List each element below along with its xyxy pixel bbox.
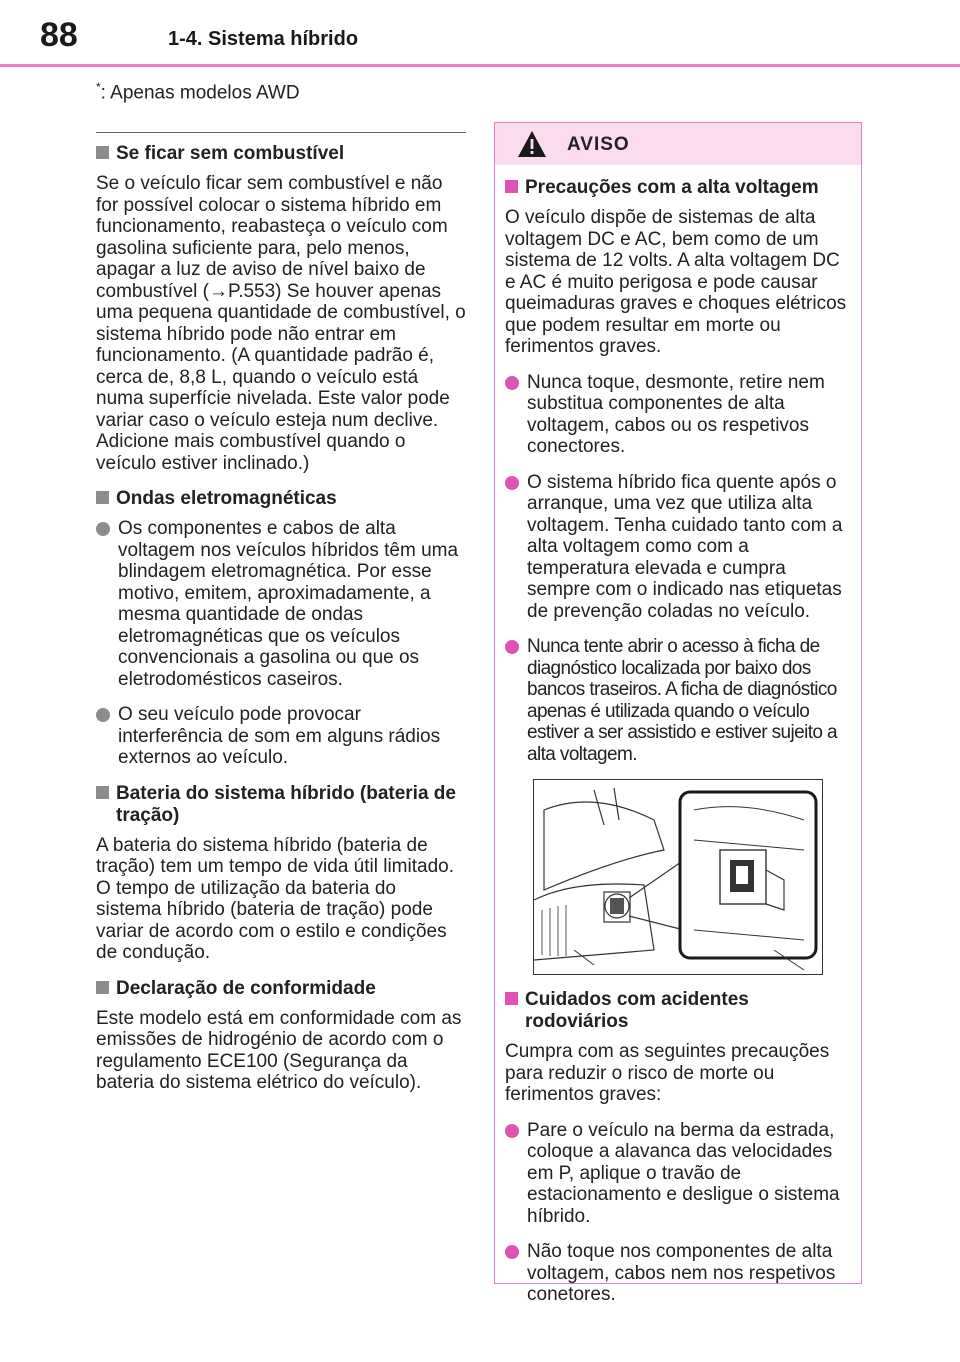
header-rule (0, 64, 960, 67)
round-bullet-icon (505, 376, 519, 390)
aviso-box (494, 122, 862, 1305)
warning-triangle-icon (517, 130, 547, 158)
aviso-label: AVISO (567, 134, 630, 155)
heading-waves-text: Ondas eletromagnéticas (116, 488, 337, 509)
square-bullet-icon (505, 992, 518, 1005)
accidents-paragraph: Cumpra com as seguintes precauções para reduzir o risco de morte ou ferimentos graves: (505, 1041, 830, 1105)
round-bullet-icon (505, 1124, 519, 1138)
list-item (505, 1241, 849, 1306)
figure-illustration (534, 780, 822, 974)
page-header (0, 0, 960, 66)
square-bullet-icon (96, 981, 109, 994)
heading-battery-text: Bateria do sistema híbrido (bateria de tração) (116, 782, 456, 826)
heading-waves (96, 488, 466, 510)
list-item-text: Não toque nos componentes de alta voltagem, cabos nem nos respetivos conetores. (527, 1241, 836, 1305)
round-bullet-icon (505, 1245, 519, 1259)
list-item (505, 372, 849, 458)
footnote (96, 80, 300, 104)
section-title: 1-4. Sistema híbrido (168, 28, 359, 50)
square-bullet-icon (96, 491, 109, 504)
list-item-text: O seu veículo pode provocar interferência de som em alguns rádios externos ao veículo. (118, 704, 441, 768)
round-bullet-icon (96, 522, 110, 536)
list-item (96, 704, 466, 769)
round-bullet-icon (96, 708, 110, 722)
heading-voltage (505, 177, 849, 199)
heading-accidents-text: Cuidados com acidentes rodoviários (525, 989, 749, 1032)
round-bullet-icon (505, 476, 519, 490)
left-column (96, 132, 466, 1108)
diagnostic-connector-figure (533, 779, 823, 975)
aviso-content (495, 165, 861, 1306)
footnote-mark: * (96, 80, 101, 94)
page-number: 88 (40, 16, 78, 54)
square-bullet-icon (96, 786, 109, 799)
heading-fuel-text: Se ficar sem combustível (116, 143, 345, 164)
round-bullet-icon (505, 640, 519, 654)
list-item-text: Nunca toque, desmonte, retire nem substitua componentes de alta voltagem, cabos ou os respetivos conectores. (527, 371, 825, 457)
heading-fuel (96, 143, 466, 165)
voltage-paragraph: O veículo dispõe de sistemas de alta voltagem DC e AC, bem como de um sistema de 12 volts. A alta voltagem DC e AC é muito perigosa e pode causar queimaduras graves e choques elétricos que podem resultar em morte ou ferimentos graves. (505, 207, 847, 357)
battery-paragraph: A bateria do sistema híbrido (bateria de tração) tem um tempo de vida útil limitado. O tempo de utilização da bateria do sistema híbrido (bateria de tração) pode variar de acordo com o estilo e condições de condução. (96, 834, 454, 963)
heading-battery (96, 783, 466, 827)
list-item (505, 1120, 849, 1228)
list-item-text: Pare o veículo na berma da estrada, coloque a alavanca das velocidades em P, aplique o travão de estacionamento e desligue o sistema híbrido. (527, 1119, 840, 1227)
list-item-text: O sistema híbrido fica quente após o arranque, uma vez que utiliza alta voltagem. Tenha cuidado tanto com a alta voltagem como com a temperatura elevada e cumpra sempre com o indicado nas etiquetas de prevenção coladas no veículo. (527, 471, 843, 622)
heading-accidents (505, 989, 849, 1033)
fuel-paragraph: Se o veículo ficar sem combustível e não for possível colocar o sistema híbrido em funcionamento, reabasteça o veículo com gasolina suficiente para, pelo menos, apagar a luz de aviso de nível baixo de combustível (→P.553) Se houver apenas uma pequena quantidade de combustível, o sistema híbrido pode não entrar em funcionamento. (A quantidade padrão é, cerca de, 8,8 L, quando o veículo está numa superfície nivelada. Este valor pode variar caso o veículo esteja num declive. Adicione mais combustível quando o veículo estiver inclinado.) (96, 173, 466, 474)
heading-conformity (96, 978, 466, 1000)
square-bullet-icon (96, 146, 109, 159)
aviso-header (495, 123, 861, 165)
list-item (505, 472, 849, 623)
heading-conformity-text: Declaração de conformidade (116, 977, 376, 999)
list-item-text: Nunca tente abrir o acesso à ficha de diagnóstico localizada por baixo dos bancos traseiros. A ficha de diagnóstico apenas é utilizada quando o veículo estiver a ser assistido e estiver sujeito a alta voltagem. (527, 636, 838, 765)
footnote-text: : Apenas modelos AWD (100, 82, 300, 104)
list-item (96, 518, 466, 690)
list-item-text: Os componentes e cabos de alta voltagem nos veículos híbridos têm uma blindagem eletromagnética. Por esse motivo, emitem, aproximadamente, a mesma quantidade de ondas eletromagnéticas que os veículos convencionais a gasolina ou que os eletrodomésticos caseiros. (118, 518, 459, 690)
list-item (505, 636, 849, 765)
heading-voltage-text: Precauções com a alta voltagem (525, 177, 819, 198)
square-bullet-icon (505, 180, 518, 193)
conformity-paragraph: Este modelo está em conformidade com as emissões de hidrogénio de acordo com o regulamento ECE100 (Segurança da bateria do sistema elétrico do veículo). (96, 1007, 462, 1093)
